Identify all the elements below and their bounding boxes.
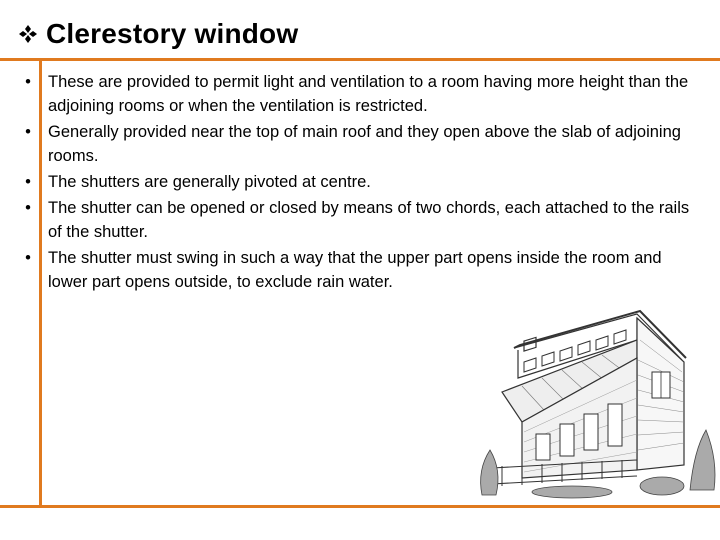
house-with-clerestory-illustration (462, 300, 720, 500)
slide-title: Clerestory window (46, 18, 299, 49)
bullet-item (18, 120, 698, 168)
bullet-text: The shutter must swing in such a way that the upper part opens inside the room and lower part opens outside, to exclude rain water. (48, 249, 662, 291)
bullet-dot: • (25, 73, 31, 91)
bullet-dot: • (25, 249, 31, 267)
title-row (18, 16, 298, 52)
bullet-text: These are provided to permit light and ventilation to a room having more height than the adjoining rooms or when the ventilation is restricted. (48, 73, 689, 115)
bottom-divider (0, 505, 720, 508)
bullet-text: The shutters are generally pivoted at centre. (48, 173, 371, 191)
bullet-list (18, 70, 698, 296)
bullet-item (18, 246, 698, 294)
bullet-item (18, 196, 698, 244)
bullet-text: Generally provided near the top of main roof and they open above the slab of adjoining rooms. (48, 123, 681, 165)
bullet-text: The shutter can be opened or closed by means of two chords, each attached to the rails of the shutter. (48, 199, 690, 241)
diamond-bullet-icon (18, 24, 38, 44)
bullet-dot: • (25, 123, 31, 141)
bullet-item (18, 70, 698, 118)
top-divider (0, 58, 720, 61)
bullet-dot: • (25, 199, 31, 217)
bullet-item (18, 170, 698, 194)
bullet-dot: • (25, 173, 31, 191)
